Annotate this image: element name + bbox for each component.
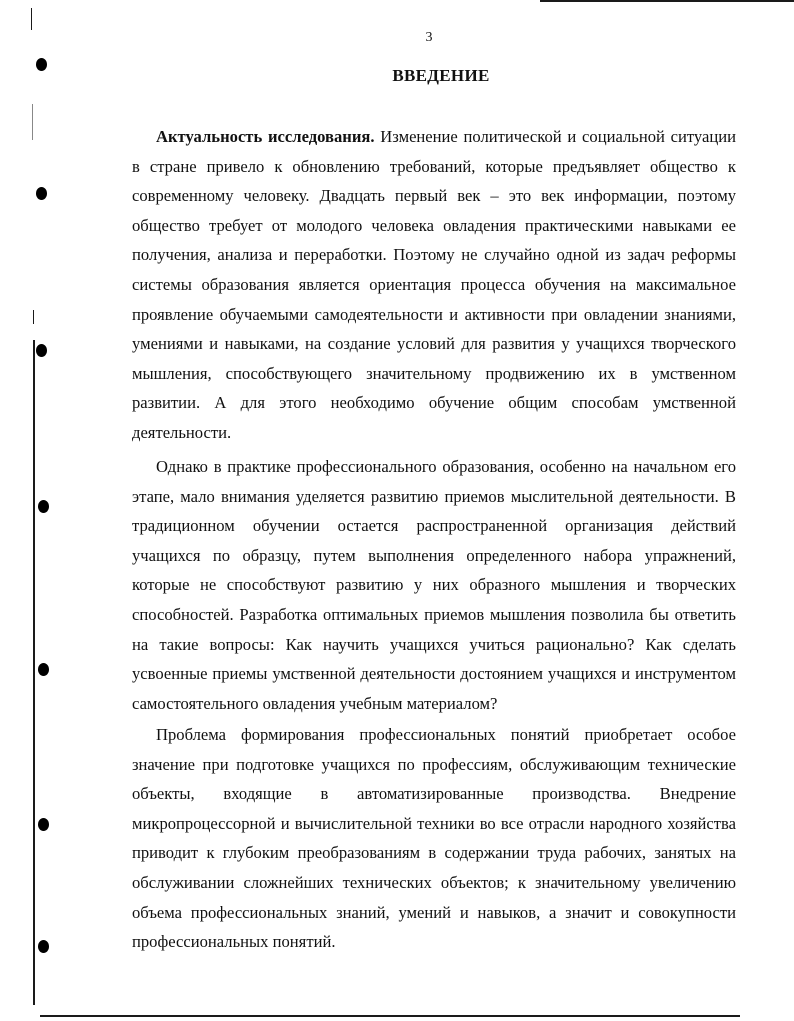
scan-edge-line-bottom: [40, 1015, 740, 1017]
scan-edge-line-left-top: [31, 8, 32, 30]
page-number: 3: [425, 30, 433, 45]
punch-hole: [38, 500, 49, 513]
scan-edge-line-top: [540, 0, 794, 2]
page-title: ВВЕДЕНИЕ: [392, 66, 490, 85]
scan-edge-line-left: [33, 340, 35, 1005]
paragraph: [132, 122, 736, 448]
paragraph-text: Изменение политической и социальной ситуации в стране привело к обновлению требований, которые предъявляет общество к современному человеку. Двадцать первый век – это век информации, поэтому общество требует от молодого человека овладения практическими навыками ее получения, анализа и переработки. Поэтому не случайно одной из задач реформы системы образования является ориентация процесса обучения на максимальное проявление обучаемыми самодеятельности и активности при овладении знаниями, умениями и навыками, на создание условий для развития у учащихся творческого мышления, способствующего значительному продвижению их в умственном развитии. А для этого необходимо обучение общим способам умственной деятельности.: [132, 127, 736, 442]
body-paragraph-2: [132, 452, 736, 718]
paragraph: Проблема формирования профессиональных понятий приобретает особое значение при подготовке учащихся по профессиям, обслуживающим технические объекты, входящие в автоматизированные производства. Внедрение микропроцессорной и вычислительной техники во все отрасли народного хозяйства приводит к глубоким преобразованиям в содержании труда рабочих, занятых на обслуживании сложнейших технических объектов; к значительному увеличению объема профессиональных знаний, умений и навыков, а значит и совокупности профессиональных понятий.: [132, 725, 736, 952]
body-paragraph-1: [132, 122, 736, 448]
punch-hole: [36, 344, 47, 357]
punch-hole: [36, 187, 47, 200]
scan-edge-line-left-mid: [32, 104, 33, 140]
punch-hole: [38, 663, 49, 676]
punch-hole: [38, 940, 49, 953]
scan-edge-line-left-small: [33, 310, 34, 324]
paragraph-lead: Актуальность исследования.: [156, 127, 375, 146]
paragraph: Однако в практике профессионального образования, особенно на начальном его этапе, мало внимания уделяется развитию приемов мыслительной деятельности. В традиционном обучении остается распространенной организация действий учащихся по образцу, путем выполнения определенного набора упражнений, которые не способствуют развитию у них образного мышления и творческих способностей. Разработка оптимальных приемов мышления позволила бы ответить на такие вопросы: Как научить учащихся учиться рационально? Как сделать усвоенные приемы умственной деятельности достоянием учащихся и инструментом самостоятельного овладения учебным материалом?: [132, 457, 736, 713]
body-paragraph-3: [132, 720, 736, 957]
punch-hole: [38, 818, 49, 831]
